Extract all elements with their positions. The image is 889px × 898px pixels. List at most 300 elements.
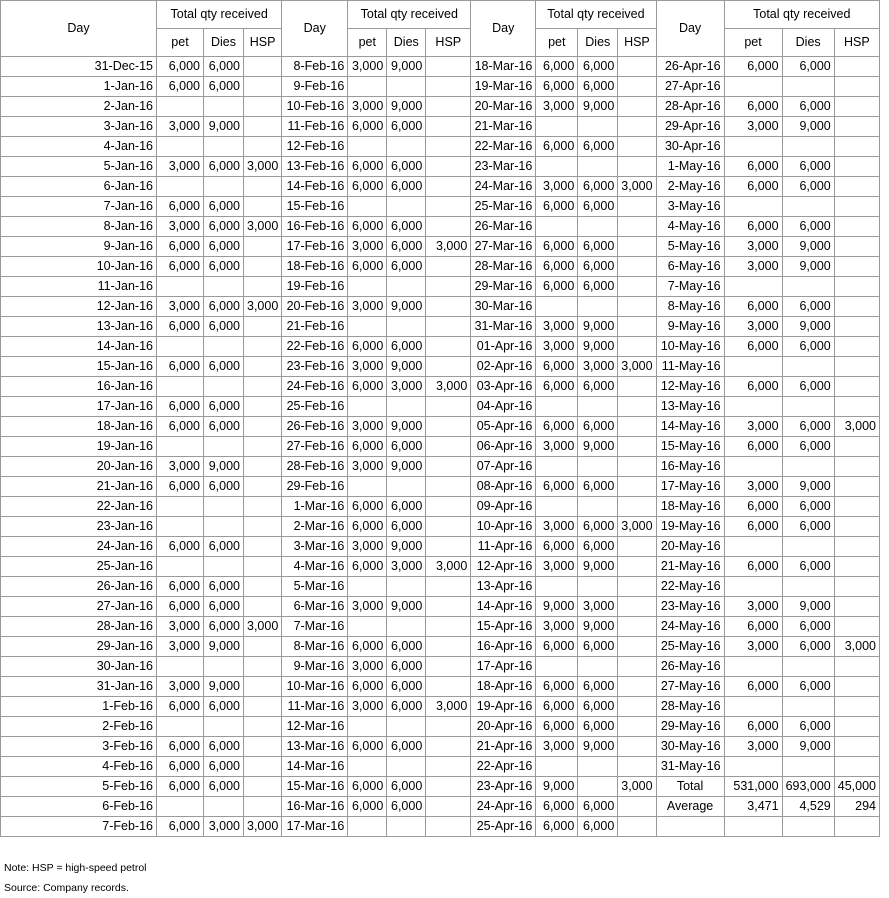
hsp-cell: [834, 357, 879, 377]
dies-cell: [782, 137, 834, 157]
day-cell: 1-May-16: [656, 157, 724, 177]
day-cell: 6-Jan-16: [1, 177, 157, 197]
day-cell: 05-Apr-16: [471, 417, 536, 437]
hsp-cell: [618, 757, 656, 777]
hsp-cell: [834, 577, 879, 597]
day-cell: 13-Jan-16: [1, 317, 157, 337]
day-cell: 4-May-16: [656, 217, 724, 237]
day-cell: 2-Mar-16: [282, 517, 348, 537]
day-cell: 23-Jan-16: [1, 517, 157, 537]
dies-cell: 3,000: [204, 817, 244, 837]
hsp-cell: [426, 497, 471, 517]
day-cell: 8-Jan-16: [1, 217, 157, 237]
pet-cell: 3,000: [536, 737, 578, 757]
total-qty-header: Total qty received: [348, 1, 471, 29]
hsp-cell: [834, 657, 879, 677]
day-cell: 14-Feb-16: [282, 177, 348, 197]
hsp-cell: [426, 397, 471, 417]
hsp-cell: [426, 117, 471, 137]
pet-cell: 3,000: [157, 637, 204, 657]
day-cell: 22-Mar-16: [471, 137, 536, 157]
dies-cell: [782, 197, 834, 217]
dies-cell: 6,000: [782, 717, 834, 737]
pet-cell: 6,000: [724, 337, 782, 357]
day-cell: 29-Mar-16: [471, 277, 536, 297]
dies-cell: [204, 97, 244, 117]
dies-cell: [204, 717, 244, 737]
dies-cell: 6,000: [782, 377, 834, 397]
hsp-cell: 3,000: [426, 237, 471, 257]
dies-cell: 6,000: [578, 717, 618, 737]
hsp-cell: [834, 677, 879, 697]
dies-cell: 6,000: [782, 617, 834, 637]
hsp-cell: 294: [834, 797, 879, 817]
dies-cell: 6,000: [204, 777, 244, 797]
pet-cell: 6,000: [724, 517, 782, 537]
dies-cell: 6,000: [387, 157, 426, 177]
table-row: [1, 417, 880, 437]
table-row: [1, 677, 880, 697]
day-cell: 16-Apr-16: [471, 637, 536, 657]
day-cell: 06-Apr-16: [471, 437, 536, 457]
day-cell: 9-Jan-16: [1, 237, 157, 257]
dies-cell: 6,000: [578, 477, 618, 497]
hsp-cell: [426, 337, 471, 357]
hsp-cell: [834, 57, 879, 77]
day-cell: 26-May-16: [656, 657, 724, 677]
pet-cell: [157, 437, 204, 457]
day-cell: 20-Feb-16: [282, 297, 348, 317]
pet-cell: [724, 577, 782, 597]
hsp-cell: [426, 617, 471, 637]
dies-cell: [782, 537, 834, 557]
dies-cell: [578, 657, 618, 677]
dies-cell: [782, 657, 834, 677]
table-row: [1, 137, 880, 157]
pet-cell: [157, 137, 204, 157]
pet-cell: 3,000: [348, 537, 387, 557]
day-cell: 7-Mar-16: [282, 617, 348, 637]
dies-cell: [204, 377, 244, 397]
day-cell: 29-Jan-16: [1, 637, 157, 657]
hsp-cell: 3,000: [244, 217, 282, 237]
hsp-cell: 45,000: [834, 777, 879, 797]
dies-cell: [204, 177, 244, 197]
day-cell: 23-Feb-16: [282, 357, 348, 377]
dies-cell: 9,000: [387, 417, 426, 437]
dies-cell: [387, 617, 426, 637]
pet-cell: 6,000: [724, 717, 782, 737]
pet-cell: [536, 457, 578, 477]
pet-cell: [157, 657, 204, 677]
hsp-cell: [618, 337, 656, 357]
dies-cell: 6,000: [782, 497, 834, 517]
dies-cell: 6,000: [578, 797, 618, 817]
day-cell: 07-Apr-16: [471, 457, 536, 477]
dies-cell: [387, 77, 426, 97]
pet-cell: 6,000: [536, 797, 578, 817]
pet-cell: 6,000: [536, 477, 578, 497]
hsp-cell: [244, 717, 282, 737]
dies-cell: 6,000: [782, 437, 834, 457]
pet-cell: [348, 277, 387, 297]
pet-cell: 6,000: [157, 197, 204, 217]
day-cell: 16-Feb-16: [282, 217, 348, 237]
table-row: [1, 177, 880, 197]
hsp-cell: [618, 417, 656, 437]
hsp-cell: [618, 77, 656, 97]
day-cell: 27-Apr-16: [656, 77, 724, 97]
dies-cell: [782, 397, 834, 417]
day-cell: 12-May-16: [656, 377, 724, 397]
hsp-cell: 3,000: [618, 517, 656, 537]
summary-label: Total: [656, 777, 724, 797]
hsp-cell: [244, 537, 282, 557]
hsp-cell: [244, 177, 282, 197]
dies-cell: 6,000: [204, 357, 244, 377]
day-cell: 24-Mar-16: [471, 177, 536, 197]
pet-cell: 6,000: [348, 257, 387, 277]
hsp-cell: [244, 697, 282, 717]
day-cell: 01-Apr-16: [471, 337, 536, 357]
dies-cell: 9,000: [578, 557, 618, 577]
day-cell: 4-Mar-16: [282, 557, 348, 577]
pet-cell: 6,000: [348, 777, 387, 797]
day-cell: 29-Apr-16: [656, 117, 724, 137]
day-cell: 5-Jan-16: [1, 157, 157, 177]
day-cell: 24-May-16: [656, 617, 724, 637]
dies-cell: [387, 397, 426, 417]
day-cell: 18-Apr-16: [471, 677, 536, 697]
hsp-cell: [834, 317, 879, 337]
pet-cell: 3,000: [724, 637, 782, 657]
dies-cell: 6,000: [204, 257, 244, 277]
pet-cell: 3,000: [157, 457, 204, 477]
pet-cell: 6,000: [536, 417, 578, 437]
hsp-cell: [244, 57, 282, 77]
hsp-cell: [834, 617, 879, 637]
day-cell: 14-May-16: [656, 417, 724, 437]
pet-cell: 6,000: [536, 257, 578, 277]
hsp-cell: 3,000: [426, 697, 471, 717]
day-cell: 2-May-16: [656, 177, 724, 197]
pet-cell: 6,000: [536, 377, 578, 397]
day-cell: 17-Jan-16: [1, 397, 157, 417]
hsp-cell: [834, 97, 879, 117]
table-row: [1, 477, 880, 497]
hsp-cell: [834, 477, 879, 497]
day-cell: 02-Apr-16: [471, 357, 536, 377]
dies-cell: 6,000: [578, 77, 618, 97]
dies-cell: 6,000: [387, 777, 426, 797]
table-row: [1, 297, 880, 317]
dies-cell: [387, 197, 426, 217]
dies-cell: [387, 137, 426, 157]
pet-cell: [536, 297, 578, 317]
dies-cell: 6,000: [782, 57, 834, 77]
dies-header: Dies: [387, 29, 426, 57]
dies-cell: 6,000: [782, 417, 834, 437]
pet-cell: [348, 137, 387, 157]
pet-cell: 6,000: [724, 217, 782, 237]
hsp-cell: [244, 797, 282, 817]
hsp-cell: [244, 777, 282, 797]
dies-cell: 6,000: [387, 177, 426, 197]
dies-cell: 6,000: [204, 617, 244, 637]
day-cell: 19-May-16: [656, 517, 724, 537]
day-cell: 15-Jan-16: [1, 357, 157, 377]
dies-cell: 6,000: [204, 297, 244, 317]
hsp-cell: [834, 437, 879, 457]
pet-cell: [157, 557, 204, 577]
dies-cell: 9,000: [387, 597, 426, 617]
pet-cell: [724, 757, 782, 777]
hsp-cell: [244, 577, 282, 597]
day-header: Day: [471, 1, 536, 57]
dies-cell: [782, 757, 834, 777]
day-cell: 17-Feb-16: [282, 237, 348, 257]
day-cell: 12-Apr-16: [471, 557, 536, 577]
hsp-cell: [618, 457, 656, 477]
pet-cell: 6,000: [348, 337, 387, 357]
day-cell: 8-May-16: [656, 297, 724, 317]
day-cell: 12-Feb-16: [282, 137, 348, 157]
dies-cell: 6,000: [578, 537, 618, 557]
day-cell: 27-May-16: [656, 677, 724, 697]
day-cell: 26-Jan-16: [1, 577, 157, 597]
day-cell: 14-Apr-16: [471, 597, 536, 617]
hsp-cell: [244, 457, 282, 477]
dies-cell: 3,000: [578, 357, 618, 377]
pet-cell: 6,000: [157, 397, 204, 417]
pet-cell: 6,000: [536, 637, 578, 657]
pet-cell: 3,000: [536, 437, 578, 457]
table-row: [1, 357, 880, 377]
hsp-cell: [244, 477, 282, 497]
dies-cell: 6,000: [387, 797, 426, 817]
pet-cell: 6,000: [536, 277, 578, 297]
pet-cell: 531,000: [724, 777, 782, 797]
day-cell: 11-Apr-16: [471, 537, 536, 557]
hsp-cell: [618, 377, 656, 397]
pet-cell: [157, 797, 204, 817]
hsp-cell: [244, 637, 282, 657]
hsp-cell: [426, 357, 471, 377]
pet-cell: 9,000: [536, 597, 578, 617]
dies-cell: 9,000: [578, 617, 618, 637]
dies-cell: 9,000: [782, 237, 834, 257]
pet-cell: 6,000: [348, 737, 387, 757]
hsp-cell: [426, 57, 471, 77]
empty-cell: [656, 817, 724, 837]
hsp-cell: [834, 137, 879, 157]
table-row: [1, 397, 880, 417]
dies-cell: 6,000: [578, 237, 618, 257]
day-cell: 11-Jan-16: [1, 277, 157, 297]
pet-cell: [157, 717, 204, 737]
day-cell: 31-Jan-16: [1, 677, 157, 697]
hsp-cell: [244, 417, 282, 437]
dies-cell: 9,000: [204, 457, 244, 477]
hsp-cell: 3,000: [834, 417, 879, 437]
dies-cell: 6,000: [578, 517, 618, 537]
dies-cell: [204, 277, 244, 297]
hsp-cell: [834, 497, 879, 517]
pet-cell: 3,000: [724, 257, 782, 277]
day-cell: 8-Mar-16: [282, 637, 348, 657]
hsp-cell: [426, 677, 471, 697]
pet-cell: 3,000: [348, 97, 387, 117]
hsp-cell: [618, 397, 656, 417]
day-cell: 18-Feb-16: [282, 257, 348, 277]
hsp-cell: [426, 577, 471, 597]
pet-cell: 3,000: [348, 357, 387, 377]
pet-cell: 3,000: [724, 597, 782, 617]
day-cell: 5-Mar-16: [282, 577, 348, 597]
dies-cell: 9,000: [578, 337, 618, 357]
pet-cell: 6,000: [536, 197, 578, 217]
pet-header: pet: [348, 29, 387, 57]
pet-cell: 6,000: [536, 717, 578, 737]
hsp-cell: 3,000: [426, 377, 471, 397]
hsp-cell: [618, 557, 656, 577]
dies-cell: 6,000: [578, 377, 618, 397]
dies-cell: [782, 277, 834, 297]
day-cell: 27-Mar-16: [471, 237, 536, 257]
dies-cell: 9,000: [782, 257, 834, 277]
hsp-cell: [426, 797, 471, 817]
dies-cell: 6,000: [782, 337, 834, 357]
pet-cell: 3,000: [724, 477, 782, 497]
pet-cell: 6,000: [536, 697, 578, 717]
pet-cell: 6,000: [157, 477, 204, 497]
day-cell: 31-Dec-15: [1, 57, 157, 77]
hsp-cell: [618, 497, 656, 517]
day-cell: 11-Feb-16: [282, 117, 348, 137]
hsp-cell: [618, 477, 656, 497]
pet-cell: [348, 577, 387, 597]
dies-cell: 6,000: [782, 677, 834, 697]
day-cell: 23-Apr-16: [471, 777, 536, 797]
dies-cell: [578, 117, 618, 137]
hsp-cell: [426, 197, 471, 217]
hsp-cell: [426, 277, 471, 297]
dies-cell: 6,000: [387, 437, 426, 457]
day-cell: 7-Feb-16: [1, 817, 157, 837]
day-cell: 30-Mar-16: [471, 297, 536, 317]
hsp-cell: [426, 97, 471, 117]
hsp-cell: [426, 717, 471, 737]
dies-cell: [578, 497, 618, 517]
pet-cell: [536, 397, 578, 417]
dies-cell: 6,000: [387, 217, 426, 237]
day-header: Day: [282, 1, 348, 57]
hsp-cell: [244, 317, 282, 337]
hsp-cell: [618, 197, 656, 217]
pet-cell: 6,000: [157, 597, 204, 617]
dies-cell: 6,000: [578, 257, 618, 277]
hsp-cell: [618, 157, 656, 177]
pet-cell: 6,000: [157, 77, 204, 97]
hsp-cell: [618, 677, 656, 697]
hsp-cell: [618, 57, 656, 77]
pet-cell: 3,000: [348, 297, 387, 317]
day-cell: 25-Jan-16: [1, 557, 157, 577]
dies-cell: [578, 577, 618, 597]
day-cell: 5-May-16: [656, 237, 724, 257]
table-row: [1, 577, 880, 597]
day-header: Day: [656, 1, 724, 57]
pet-cell: 6,000: [724, 617, 782, 637]
day-cell: 11-May-16: [656, 357, 724, 377]
dies-cell: [387, 477, 426, 497]
pet-cell: [348, 477, 387, 497]
pet-cell: 6,000: [157, 57, 204, 77]
hsp-cell: [426, 437, 471, 457]
day-cell: 21-Jan-16: [1, 477, 157, 497]
hsp-cell: 3,000: [618, 357, 656, 377]
day-cell: 19-Feb-16: [282, 277, 348, 297]
pet-cell: [157, 277, 204, 297]
dies-cell: 6,000: [578, 177, 618, 197]
dies-cell: 9,000: [387, 457, 426, 477]
day-cell: 28-Mar-16: [471, 257, 536, 277]
day-cell: 30-May-16: [656, 737, 724, 757]
hsp-cell: [426, 817, 471, 837]
table-row: [1, 77, 880, 97]
day-cell: 3-Feb-16: [1, 737, 157, 757]
day-cell: 13-Apr-16: [471, 577, 536, 597]
day-cell: 28-May-16: [656, 697, 724, 717]
pet-cell: 6,000: [348, 177, 387, 197]
pet-cell: 6,000: [724, 497, 782, 517]
total-qty-header: Total qty received: [157, 1, 282, 29]
hsp-cell: 3,000: [244, 817, 282, 837]
pet-cell: 6,000: [157, 357, 204, 377]
dies-cell: 6,000: [578, 277, 618, 297]
hsp-cell: [244, 497, 282, 517]
dies-cell: 4,529: [782, 797, 834, 817]
day-cell: 29-Feb-16: [282, 477, 348, 497]
day-cell: 30-Jan-16: [1, 657, 157, 677]
day-cell: 14-Mar-16: [282, 757, 348, 777]
day-header: Day: [1, 1, 157, 57]
pet-cell: [724, 357, 782, 377]
table-row: [1, 197, 880, 217]
pet-cell: [536, 657, 578, 677]
pet-cell: 6,000: [157, 697, 204, 717]
day-cell: 5-Feb-16: [1, 777, 157, 797]
day-cell: 12-Mar-16: [282, 717, 348, 737]
day-cell: 22-Apr-16: [471, 757, 536, 777]
pet-cell: 6,000: [348, 117, 387, 137]
day-cell: 13-Feb-16: [282, 157, 348, 177]
dies-cell: 6,000: [387, 657, 426, 677]
hsp-cell: [834, 537, 879, 557]
dies-cell: [387, 757, 426, 777]
dies-cell: 3,000: [387, 377, 426, 397]
pet-cell: 3,000: [348, 597, 387, 617]
dies-cell: 9,000: [578, 317, 618, 337]
pet-cell: [348, 317, 387, 337]
day-cell: 31-Mar-16: [471, 317, 536, 337]
pet-cell: 3,000: [724, 117, 782, 137]
pet-cell: 6,000: [536, 137, 578, 157]
day-cell: 16-Mar-16: [282, 797, 348, 817]
hsp-cell: [834, 377, 879, 397]
pet-cell: 6,000: [536, 817, 578, 837]
dies-cell: [578, 777, 618, 797]
